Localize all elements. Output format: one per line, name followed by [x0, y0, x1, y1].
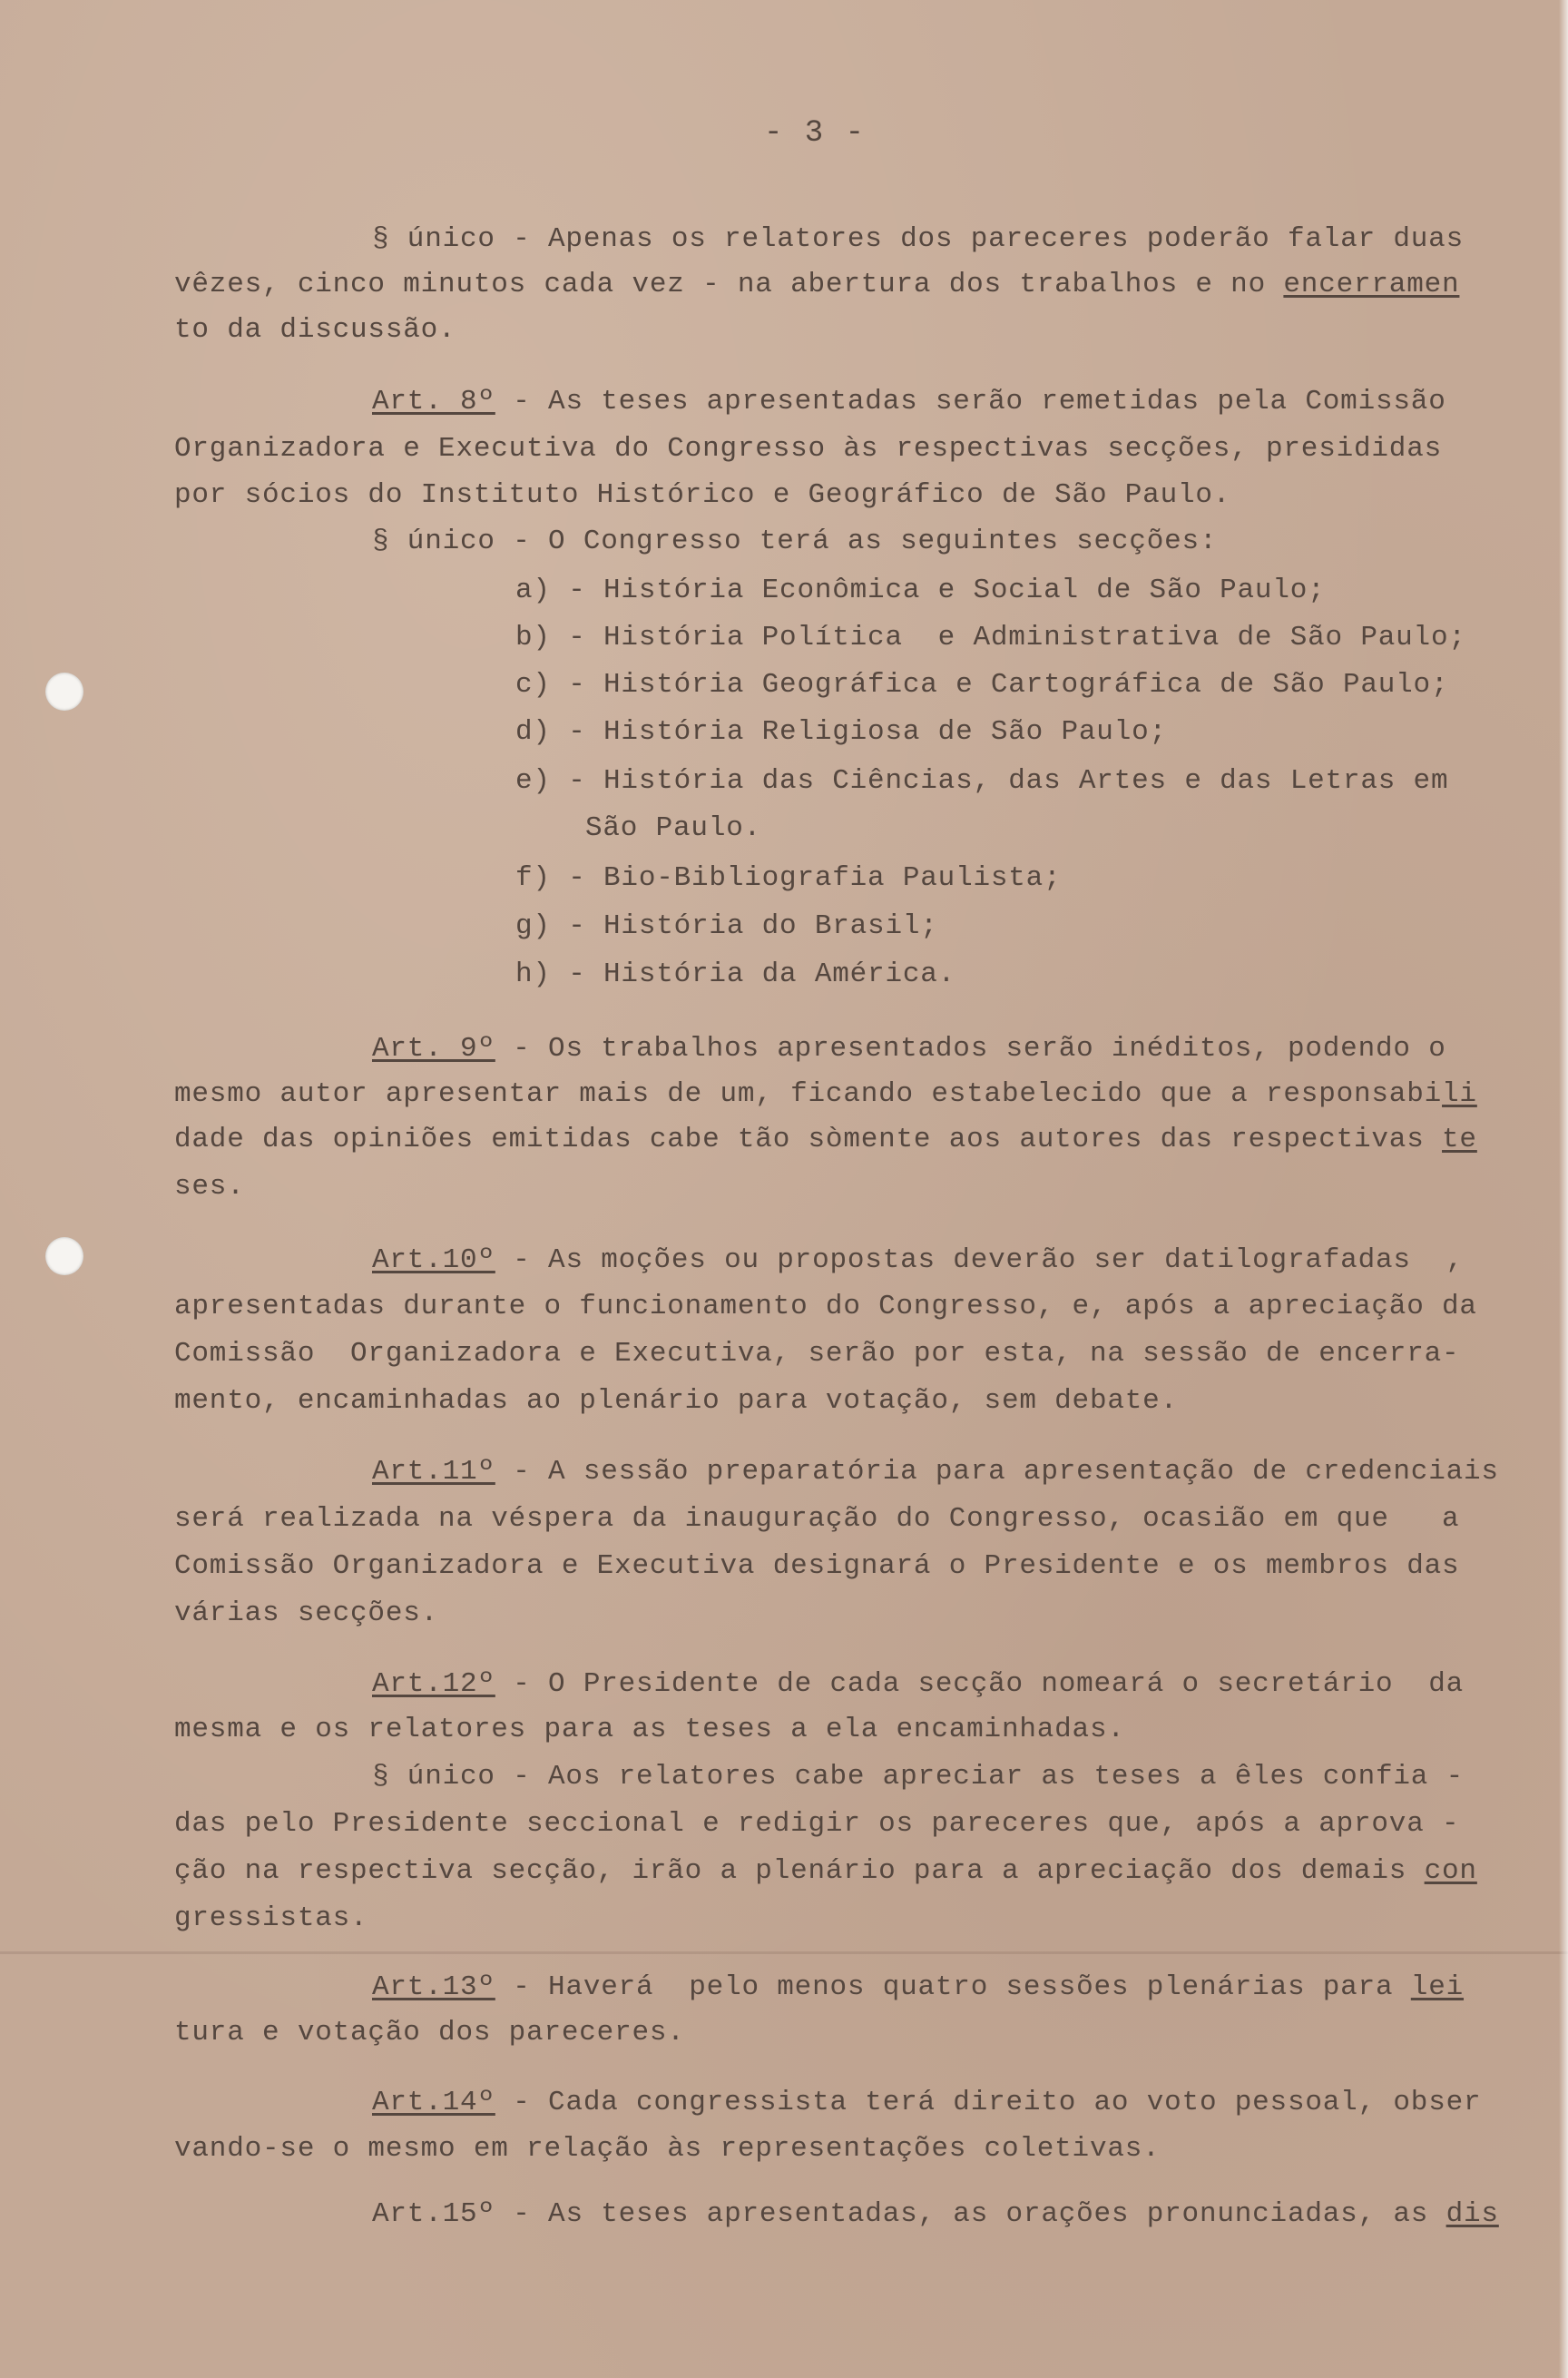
text-line: será realizada na véspera da inauguração do Congresso, ocasião em que a — [174, 1503, 1460, 1535]
article-13: Art.13º - Haverá pelo menos quatro sessões plenárias para lei — [372, 1971, 1465, 2003]
paper-fold — [0, 1951, 1568, 1954]
text-line: dade das opiniões emitidas cabe tão sòmente aos autores das respectivas te — [174, 1124, 1477, 1155]
text-line: ses. — [174, 1171, 245, 1203]
text-line: Comissão Organizadora e Executiva, serão por esta, na sessão de encerra- — [174, 1338, 1460, 1370]
article-12: Art.12º - O Presidente de cada secção nomeará o secretário da — [372, 1668, 1464, 1700]
article-14: Art.14º - Cada congressista terá direito ao voto pessoal, obser — [372, 2087, 1482, 2118]
article-11: Art.11º - A sessão preparatória para apresentação de credenciais — [372, 1456, 1499, 1488]
text-line: Comissão Organizadora e Executiva designará o Presidente e os membros das — [174, 1550, 1460, 1582]
article-8: Art. 8º - As teses apresentadas serão remetidas pela Comissão — [372, 386, 1446, 418]
text-line: mento, encaminhadas ao plenário para votação, sem debate. — [174, 1385, 1178, 1417]
text-line: das pelo Presidente seccional e redigir os pareceres que, após a aprova - — [174, 1808, 1460, 1840]
section-item: d) - História Religiosa de São Paulo; — [515, 716, 1167, 748]
section-item: e) - História das Ciências, das Artes e das Letras em — [515, 765, 1449, 797]
section-item: h) - História da América. — [515, 958, 956, 990]
text-line: ção na respectiva secção, irão a plenário para a apreciação dos demais con — [174, 1855, 1477, 1887]
punch-hole-top — [45, 673, 83, 711]
article-9: Art. 9º - Os trabalhos apresentados serão inéditos, podendo o — [372, 1033, 1446, 1065]
text-line: to da discussão. — [174, 314, 456, 346]
section-item: g) - História do Brasil; — [515, 910, 938, 942]
section-item: a) - História Econômica e Social de São Paulo; — [515, 575, 1326, 606]
section-item-continued: São Paulo. — [585, 812, 762, 844]
page-number: - 3 - — [764, 116, 867, 151]
paper-edge — [1559, 0, 1568, 2378]
text-line: mesma e os relatores para as teses a ela encaminhadas. — [174, 1714, 1125, 1745]
text-line: vêzes, cinco minutos cada vez - na abertura dos trabalhos e no encerramen — [174, 269, 1460, 300]
section-item: c) - História Geográfica e Cartográfica de São Paulo; — [515, 669, 1449, 701]
article-10: Art.10º - As moções ou propostas deverão ser datilografadas , — [372, 1244, 1464, 1276]
section-item: f) - Bio-Bibliografia Paulista; — [515, 862, 1062, 894]
text-line: mesmo autor apresentar mais de um, ficando estabelecido que a responsabili — [174, 1078, 1477, 1110]
punch-hole-bottom — [45, 1237, 83, 1275]
article-15: Art.15º - As teses apresentadas, as orações pronunciadas, as dis — [372, 2198, 1499, 2230]
text-line: § único - Aos relatores cabe apreciar as teses a êles confia - — [372, 1761, 1464, 1793]
text-line: por sócios do Instituto Histórico e Geográfico de São Paulo. — [174, 479, 1231, 511]
text-line: tura e votação dos pareceres. — [174, 2017, 685, 2049]
text-line: apresentadas durante o funcionamento do Congresso, e, após a apreciação da — [174, 1291, 1477, 1322]
text-line: § único - Apenas os relatores dos pareceres poderão falar duas — [372, 223, 1464, 255]
section-item: b) - História Política e Administrativa de São Paulo; — [515, 622, 1466, 653]
text-line: várias secções. — [174, 1597, 439, 1629]
text-line: § único - O Congresso terá as seguintes secções: — [372, 526, 1218, 557]
text-line: gressistas. — [174, 1902, 368, 1934]
text-line: vando-se o mesmo em relação às representações coletivas. — [174, 2133, 1161, 2165]
text-line: Organizadora e Executiva do Congresso às respectivas secções, presididas — [174, 433, 1443, 465]
